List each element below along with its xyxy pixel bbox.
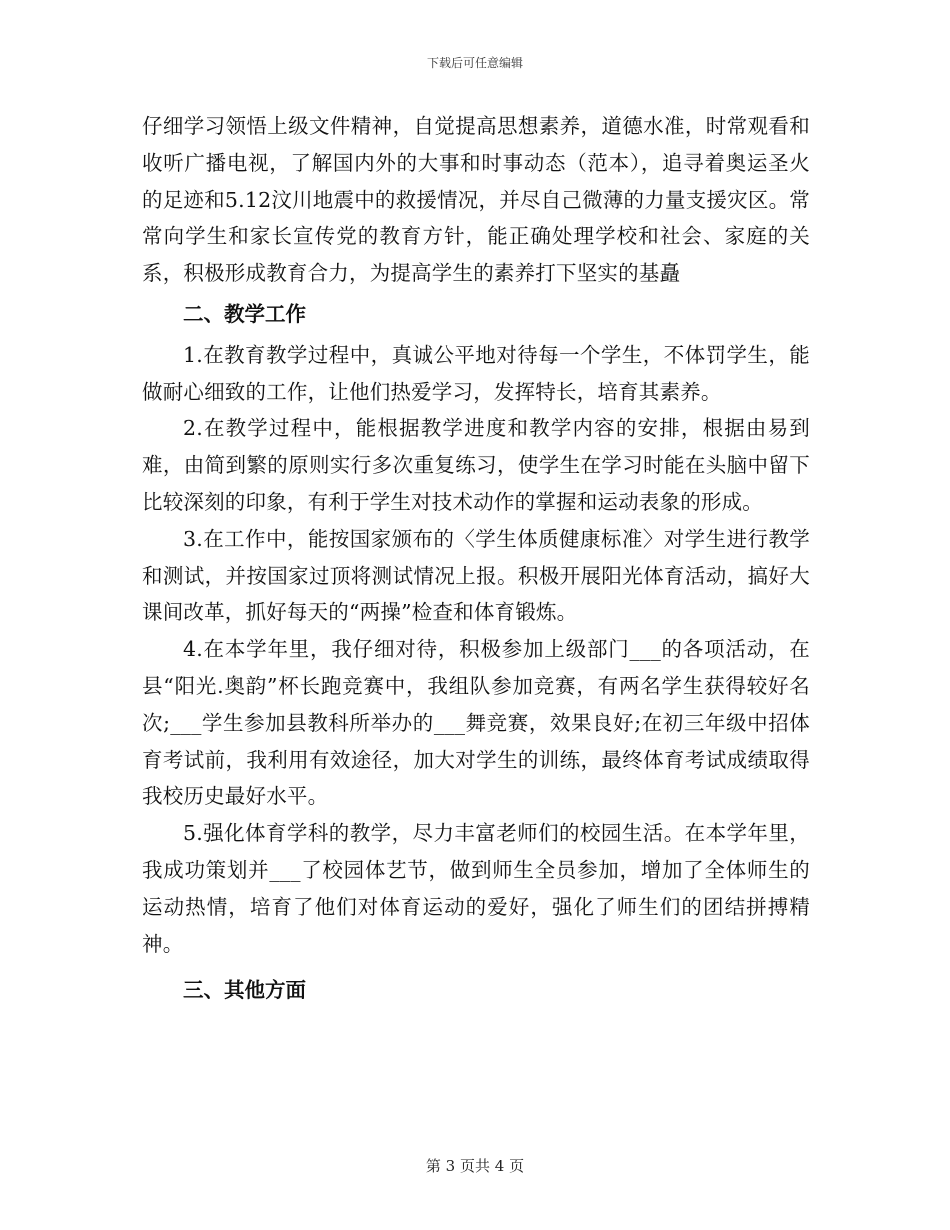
- paragraph-item-3: 3.在工作中，能按国家颁布的〈学生体质健康标准〉对学生进行教学和测试，并按国家过顶将测试情况上报。积极开展阳光体育活动，搞好大课间改革，抓好每天的“两操”检查和体育锻炼。: [142, 526, 810, 625]
- paragraph-intro: 仔细学习领悟上级文件精神，自觉提高思想素养，道德水准，时常观看和收听广播电视，了解国内外的大事和时事动态（范本），追寻着奥运圣火的足迹和5.12汶川地震中的救援情况，并尽自己微薄的力量支援灾区。常常向学生和家长宣传党的教育方针，能正确处理学校和社会、家庭的关系，积极形成教育合力，为提高学生的素养打下坚实的基矗: [142, 114, 810, 286]
- section-heading-teaching: 二、教学工作: [183, 301, 306, 326]
- section-heading-other: 三、其他方面: [183, 978, 306, 1003]
- page-footer: 第 3 页共 4 页: [425, 1157, 525, 1175]
- paragraph-item-4: 4.在本学年里，我仔细对待，积极参加上级部门___的各项活动，在县“阳光.奥韵”杯长跑竞赛中，我组队参加竞赛，有两名学生获得较好名次;___学生参加县教科所举办的___舞竞赛，效果良好;在初三年级中招体育考试前，我利用有效途径，加大对学生的训练，最终体育考试成绩取得我校历史最好水平。: [142, 637, 810, 809]
- paragraph-item-1: 1.在教育教学过程中，真诚公平地对待每一个学生，不体罚学生，能做耐心细致的工作，让他们热爱学习，发挥特长，培育其素养。: [142, 342, 810, 404]
- paragraph-item-2: 2.在教学过程中，能根据教学进度和教学内容的安排，根据由易到难，由简到繁的原则实行多次重复练习，使学生在学习时能在头脑中留下比较深刻的印象，有利于学生对技术动作的掌握和运动表象的形成。: [142, 416, 810, 514]
- page-header: 下载后可任意编辑: [426, 56, 523, 70]
- paragraph-item-5: 5.强化体育学科的教学，尽力丰富老师们的校园生活。在本学年里，我成功策划并___了校园体艺节，做到师生全员参加，增加了全体师生的运动热情，培育了他们对体育运动的爱好，强化了师生们的团结拼搏精神。: [142, 821, 810, 956]
- document-body: [142, 108, 810, 1009]
